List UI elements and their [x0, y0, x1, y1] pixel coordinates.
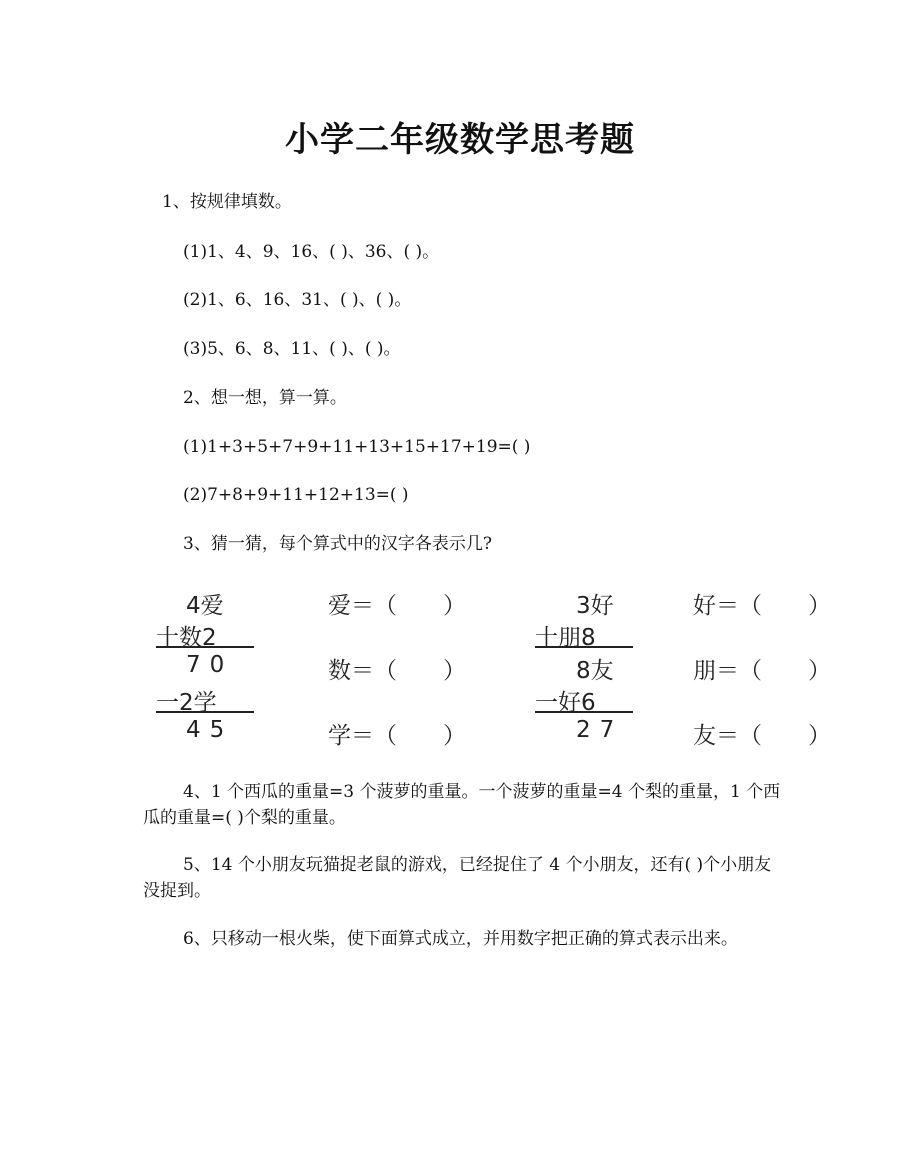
q2-item-1: (1)1+3+5+7+9+11+13+15+17+19=( )	[183, 437, 531, 457]
q3-left-divider-2	[156, 711, 254, 713]
q3-right-row-1: 3好	[576, 593, 614, 619]
q3-left-answer-1: 爱＝（ ）	[328, 593, 466, 619]
q3-left-row-1: 4爱	[186, 593, 224, 619]
q3-left-row-5: 45	[186, 717, 234, 743]
q3-right-row-2: 十朋8	[535, 625, 596, 651]
q3-heading: 3、猜一猜，每个算式中的汉字各表示几?	[183, 534, 492, 554]
q3-right-answer-1: 好＝（ ）	[693, 593, 831, 619]
q3-left-row-4: 一2学	[156, 690, 217, 716]
q4-text: 4、1 个西瓜的重量=3 个菠萝的重量。一个菠萝的重量=4 个梨的重量，1 个西瓜的重量=( )个梨的重量。	[143, 782, 781, 828]
q6-text: 6、只移动一根火柴，使下面算式成立，并用数字把正确的算式表示出来。	[183, 929, 738, 949]
q3-right-row-4: 一好6	[535, 690, 596, 716]
q1-item-2: (2)1、6、16、31、( )、( )。	[183, 290, 412, 310]
q2-heading: 2、想一想，算一算。	[183, 388, 347, 408]
q1-item-1: (1)1、4、9、16、( )、36、( )。	[183, 242, 440, 262]
q5-text: 5、14 个小朋友玩猫捉老鼠的游戏，已经捉住了 4 个小朋友，还有( )个小朋友没捉到。	[143, 855, 772, 901]
q1-item-3: (3)5、6、8、11、( )、( )。	[183, 339, 401, 359]
q3-left-answer-2: 数＝（ ）	[328, 658, 466, 684]
q3-right-divider-1	[535, 646, 633, 648]
q3-right-row-5: 27	[576, 717, 624, 743]
q3-left-divider-1	[156, 646, 254, 648]
page-title: 小学二年级数学思考题	[285, 120, 635, 160]
q3-right-divider-2	[535, 711, 633, 713]
q3-right-row-3: 8友	[576, 658, 614, 684]
q3-left-row-3: 70	[186, 652, 234, 678]
q3-right-answer-3: 友＝（ ）	[693, 723, 831, 749]
q3-left-answer-3: 学＝（ ）	[328, 723, 466, 749]
q3-right-answer-2: 朋＝（ ）	[693, 658, 831, 684]
q3-left-row-2: 十数2	[156, 625, 217, 651]
q1-heading: 1、按规律填数。	[162, 192, 292, 212]
q2-item-2: (2)7+8+9+11+12+13=( )	[183, 485, 409, 505]
